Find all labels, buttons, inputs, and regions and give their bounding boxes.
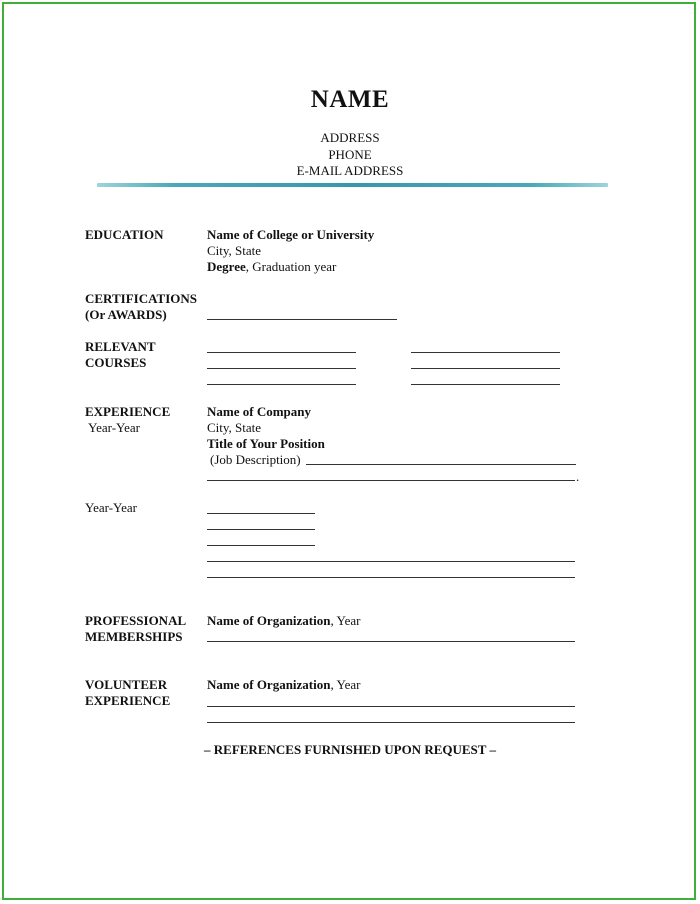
experience-line bbox=[207, 545, 315, 546]
phone: PHONE bbox=[328, 147, 372, 162]
course-line bbox=[411, 352, 560, 353]
address: ADDRESS bbox=[320, 130, 380, 145]
header-divider bbox=[97, 183, 608, 187]
course-line bbox=[411, 384, 560, 385]
volunteer-line bbox=[207, 722, 575, 723]
school-location: City, State bbox=[207, 243, 262, 258]
memberships-label: MEMBERSHIPS bbox=[85, 629, 183, 644]
experience-line bbox=[207, 529, 315, 530]
degree-rest: , Graduation year bbox=[245, 259, 337, 274]
awards-label: (Or AWARDS) bbox=[85, 307, 167, 322]
position-title: Title of Your Position bbox=[207, 436, 325, 451]
education-label: EDUCATION bbox=[85, 227, 164, 242]
degree bbox=[207, 259, 336, 275]
course-line bbox=[411, 368, 560, 369]
job-description-line bbox=[306, 464, 576, 465]
resume-name: NAME bbox=[310, 86, 390, 113]
membership-org-year: , Year bbox=[330, 613, 361, 628]
certifications-label: CERTIFICATIONS bbox=[85, 291, 197, 306]
references-note: – REFERENCES FURNISHED UPON REQUEST – bbox=[204, 742, 496, 757]
volunteer-org-year: , Year bbox=[330, 677, 361, 692]
experience-line bbox=[207, 561, 575, 562]
course-line bbox=[207, 368, 356, 369]
email-address: E-MAIL ADDRESS bbox=[296, 163, 404, 178]
degree-bold: Degree bbox=[207, 259, 246, 274]
membership-line bbox=[207, 641, 575, 642]
course-line bbox=[207, 384, 356, 385]
membership-org-name: Name of Organization bbox=[207, 613, 331, 628]
experience-years-1: Year-Year bbox=[88, 420, 140, 435]
job-description: (Job Description) bbox=[210, 452, 301, 467]
experience-label: EXPERIENCE bbox=[85, 404, 171, 419]
volunteer-label: VOLUNTEER bbox=[85, 677, 168, 692]
certification-line bbox=[207, 319, 397, 320]
volunteer-line bbox=[207, 706, 575, 707]
volunteer-experience-label: EXPERIENCE bbox=[85, 693, 171, 708]
course-line bbox=[207, 352, 356, 353]
company-name: Name of Company bbox=[207, 404, 311, 419]
school-name: Name of College or University bbox=[207, 227, 375, 242]
professional-label: PROFESSIONAL bbox=[85, 613, 187, 628]
end-period: . bbox=[576, 469, 580, 484]
volunteer-org bbox=[207, 677, 360, 693]
experience-line bbox=[207, 577, 575, 578]
courses-label: COURSES bbox=[85, 355, 147, 370]
relevant-label: RELEVANT bbox=[85, 339, 156, 354]
volunteer-org-name: Name of Organization bbox=[207, 677, 331, 692]
company-location: City, State bbox=[207, 420, 262, 435]
experience-line bbox=[207, 513, 315, 514]
membership-org bbox=[207, 613, 360, 629]
job-description-line bbox=[207, 480, 575, 481]
experience-years-2: Year-Year bbox=[85, 500, 137, 515]
